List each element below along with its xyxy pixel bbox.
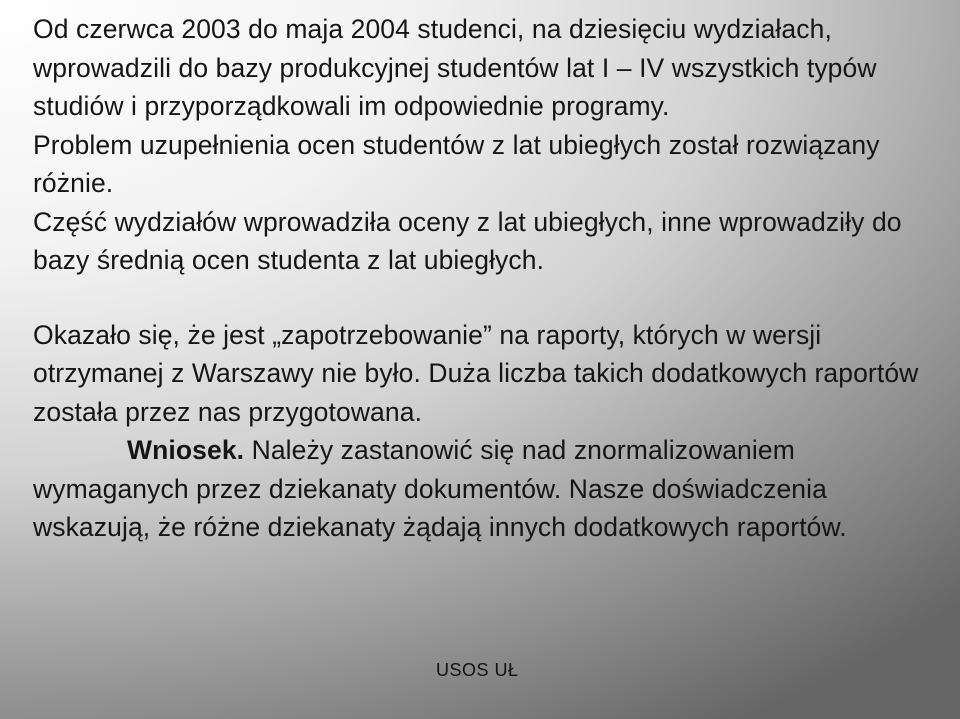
footer-label: USOS UŁ <box>436 660 519 680</box>
slide-body <box>33 10 933 547</box>
conclusion-text: Należy zastanowić się nad znormalizowaniem wymaganych przez dziekanaty dokumentów. Nasze doświadczenia wskazują, że różne dziekanaty żądają innych dodatkowych raportów. <box>33 435 847 542</box>
paragraph-reports-demand: Okazało się, że jest „zapotrzebowanie” na raporty, których w wersji otrzymanej z Warszawy nie było. Duża liczba takich dodatkowych raportów została przez nas przygotowana. <box>33 319 919 427</box>
paragraph-grades-problem: Problem uzupełnienia ocen studentów z lat ubiegłych został rozwiązany różnie. <box>33 129 880 198</box>
paragraph-faculties-approach: Część wydziałów wprowadziła oceny z lat ubiegłych, inne wprowadziły do bazy średnią ocen studenta z lat ubiegłych. <box>33 206 902 275</box>
paragraph-conclusion <box>33 431 933 547</box>
conclusion-label: Wniosek. <box>127 435 245 465</box>
paragraph-intro: Od czerwca 2003 do maja 2004 studenci, na dziesięciu wydziałach, wprowadzili do bazy produkcyjnej studentów lat I – IV wszystkich typów studiów i przyporządkowali im odpowiednie programy. <box>33 14 877 121</box>
